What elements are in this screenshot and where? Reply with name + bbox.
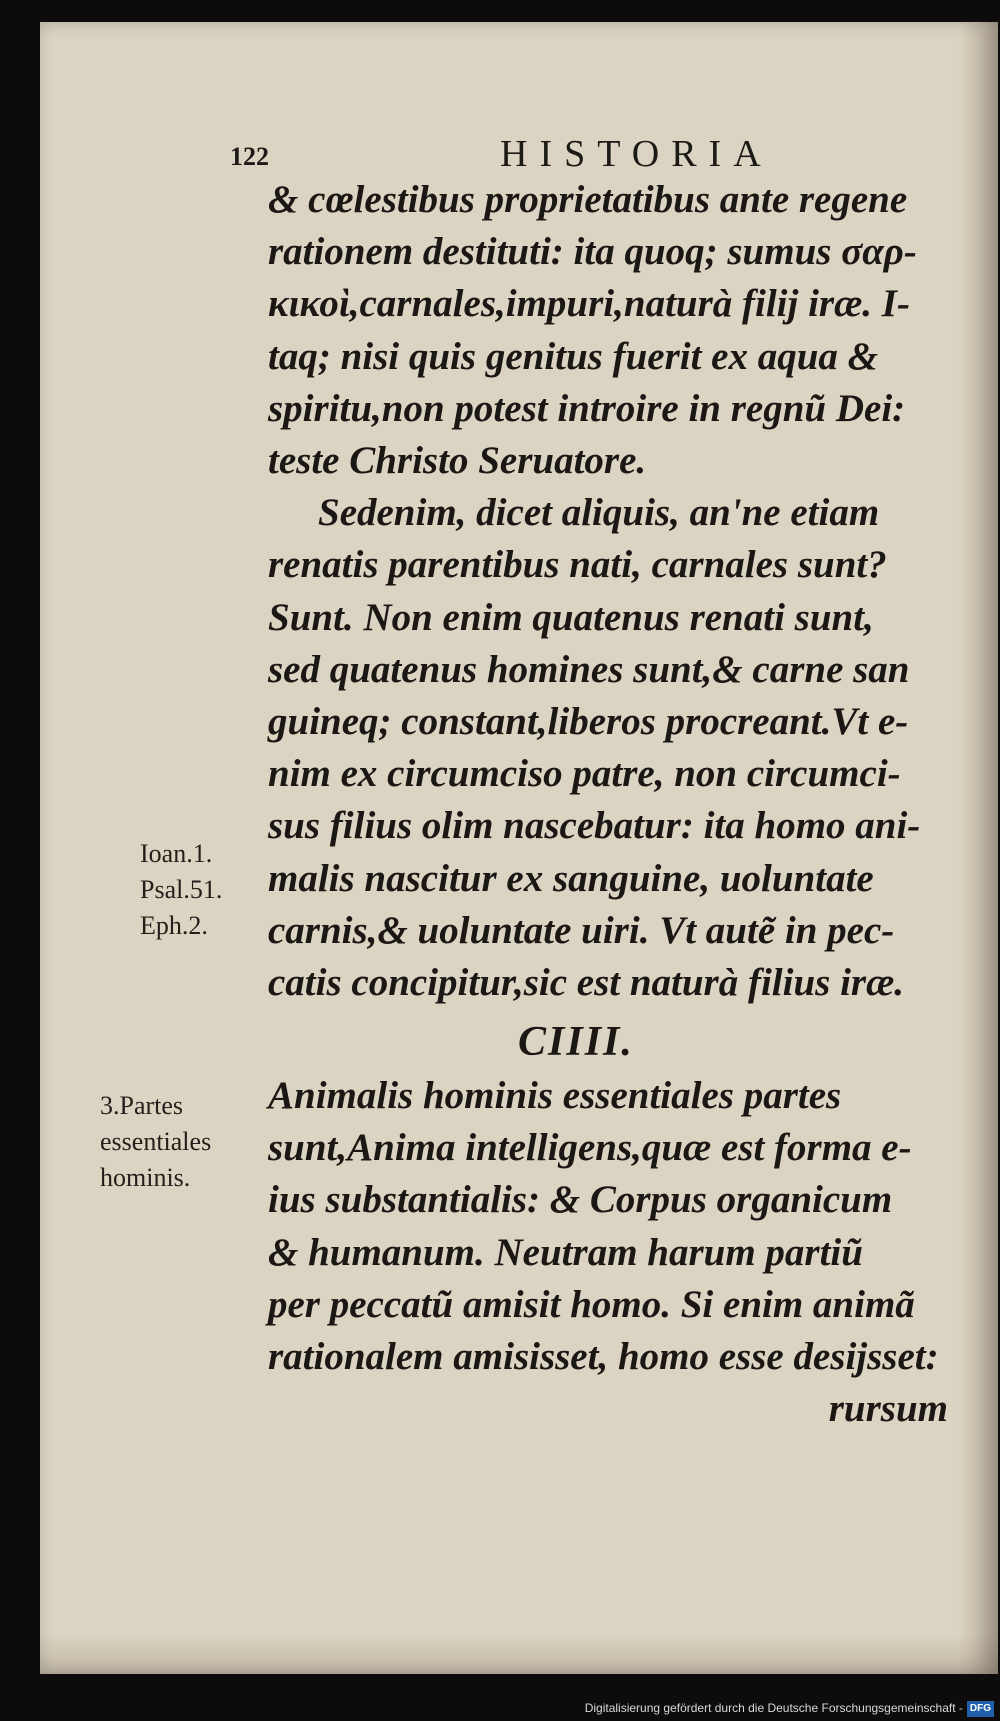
text-line: nim ex circumciso patre, non circumci- <box>268 752 901 796</box>
section-number: CIIII. <box>518 1019 634 1065</box>
text-line: rationem destituti: ita quoq; sumus σαρ- <box>268 230 917 274</box>
dfg-logo-icon: DFG <box>967 1701 994 1717</box>
page-number: 122 <box>230 142 269 171</box>
main-text-lower <box>268 1070 948 1435</box>
text-line: Sedenim, dicet aliquis, an'ne etiam <box>318 491 880 535</box>
text-line: κικοὶ,carnales,impuri,naturà filij iræ. I- <box>268 282 910 326</box>
credit-text: Digitalisierung gefördert durch die Deutsche Forschungsgemeinschaft - <box>584 1701 963 1715</box>
text-line: renatis parentibus nati, carnales sunt? <box>268 543 887 587</box>
margin-topic-line: hominis. <box>100 1163 191 1192</box>
text-line: rationalem amisisset, homo esse desijsset: <box>268 1335 939 1379</box>
text-line: Sunt. Non enim quatenus renati sunt, <box>268 595 874 639</box>
text-line: taq; nisi quis genitus fuerit ex aqua & <box>268 334 879 378</box>
margin-reference: Eph.2. <box>140 911 208 940</box>
text-line: sus filius olim nascebatur: ita homo ani- <box>268 804 921 848</box>
page-edge-shadow <box>958 22 998 1674</box>
text-line: malis nascitur ex sanguine, uoluntate <box>268 856 874 900</box>
margin-references <box>140 836 290 944</box>
text-line: carnis,& uoluntate uiri. Vt autẽ in pec- <box>268 908 895 952</box>
text-line: Animalis hominis essentiales partes <box>268 1074 842 1117</box>
margin-reference: Psal.51. <box>140 875 223 904</box>
margin-topic-note <box>100 1088 250 1196</box>
page-bottom-shadow <box>40 1634 998 1674</box>
text-line: teste Christo Seruatore. <box>268 439 647 483</box>
text-line: catis concipitur,sic est naturà filius iræ. <box>268 961 905 1005</box>
text-line: guineq; constant,liberos procreant.Vt e- <box>268 700 909 744</box>
margin-reference: Ioan.1. <box>140 839 213 868</box>
digitization-credit <box>585 1695 1000 1721</box>
main-text-upper <box>268 174 948 1009</box>
text-line: sed quatenus homines sunt,& carne san <box>268 647 910 691</box>
catchword: rursum <box>828 1387 948 1431</box>
text-line: & humanum. Neutram harum partiũ <box>268 1230 863 1274</box>
running-title: HISTORIA <box>500 133 773 175</box>
text-line: ius substantialis: & Corpus organicum <box>268 1178 893 1222</box>
text-line: per peccatũ amisit homo. Si enim animã <box>268 1282 915 1326</box>
margin-topic-line: essentiales <box>100 1127 212 1156</box>
text-line: sunt,Anima intelligens,quæ est forma e- <box>268 1126 912 1170</box>
margin-topic-line: 3.Partes <box>100 1091 184 1120</box>
text-line: spiritu,non potest introire in regnũ Dei: <box>268 386 906 430</box>
text-line: & cœlestibus proprietatibus ante regene <box>268 178 908 221</box>
